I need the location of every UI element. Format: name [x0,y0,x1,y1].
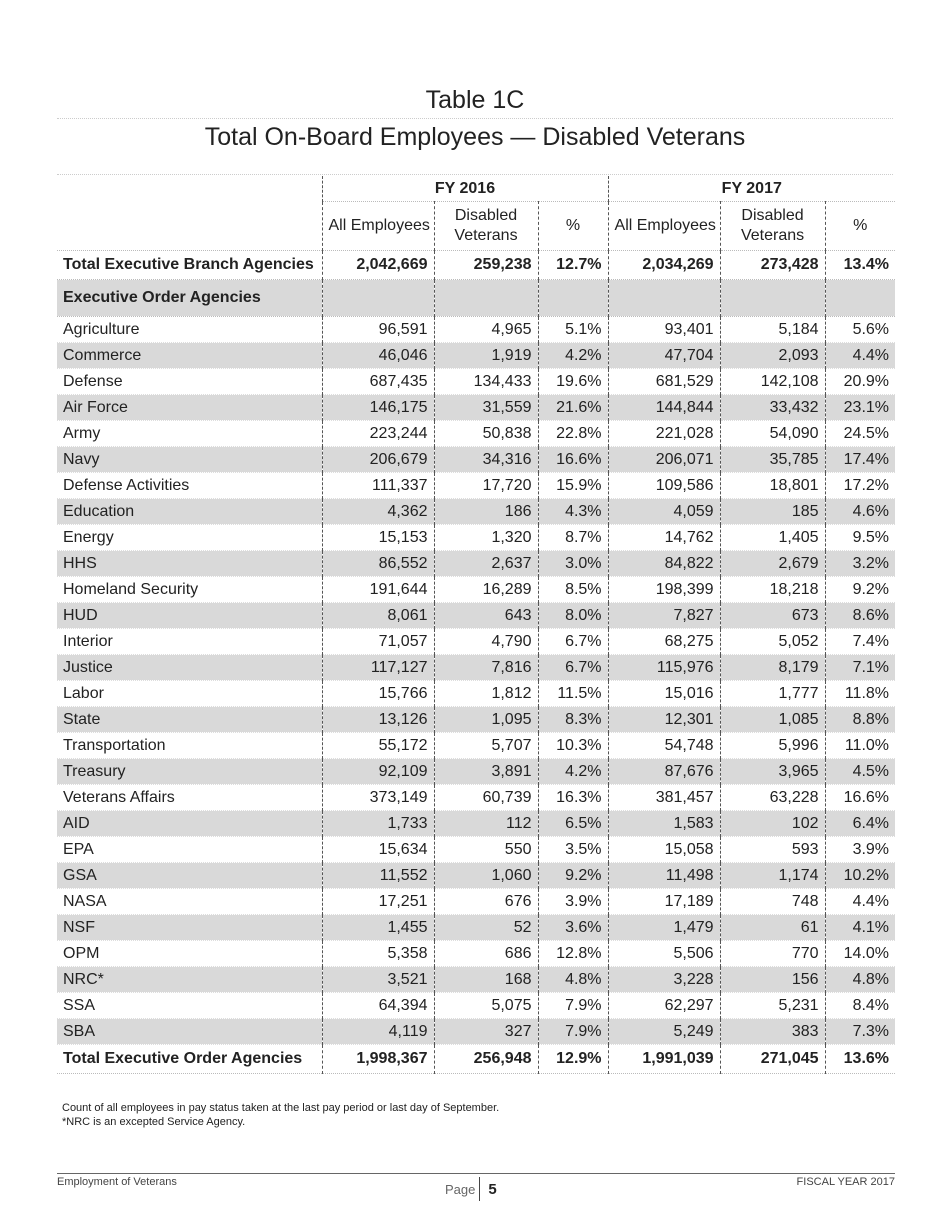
cell: 673 [720,603,825,629]
cell: 17,189 [608,889,720,915]
cell: 1,583 [608,811,720,837]
cell: 24.5% [825,421,895,447]
cell: 4,059 [608,499,720,525]
cell: 16,289 [434,577,538,603]
cell: 11.8% [825,681,895,707]
agency-name: NSF [57,915,322,941]
cell: 381,457 [608,785,720,811]
cell: 15,634 [322,837,434,863]
agency-name: Education [57,499,322,525]
cell: 221,028 [608,421,720,447]
agency-name: Defense Activities [57,473,322,499]
cell: 14,762 [608,525,720,551]
fy2017-header: FY 2017 [608,176,895,202]
cell: 5,249 [608,1019,720,1045]
cell: 1,479 [608,915,720,941]
agency-name: AID [57,811,322,837]
cell: 7.9% [538,1019,608,1045]
cell: 142,108 [720,369,825,395]
cell: 12.9% [538,1045,608,1074]
total-executive-order-row [57,1045,895,1074]
cell: 4,362 [322,499,434,525]
cell: 6.7% [538,655,608,681]
cell: 686 [434,941,538,967]
cell: 748 [720,889,825,915]
footnote-nrc: *NRC is an excepted Service Agency. [62,1116,246,1128]
cell [322,280,434,317]
table-row [57,551,895,577]
cell: 146,175 [322,395,434,421]
cell: 4,965 [434,317,538,343]
total-branch-row [57,251,895,280]
agency-name: OPM [57,941,322,967]
footer-document-name: Employment of Veterans [57,1176,177,1188]
agency-name: NASA [57,889,322,915]
agency-name: Navy [57,447,322,473]
table-row [57,499,895,525]
cell: 18,801 [720,473,825,499]
cell: 64,394 [322,993,434,1019]
cell: 770 [720,941,825,967]
table-row [57,343,895,369]
cell: 60,739 [434,785,538,811]
table-row [57,603,895,629]
footer-fiscal-year: FISCAL YEAR 2017 [796,1176,895,1188]
agency-name: Commerce [57,343,322,369]
cell: 3,965 [720,759,825,785]
agency-name: NRC* [57,967,322,993]
cell: 92,109 [322,759,434,785]
cell: 21.6% [538,395,608,421]
cell: 3.5% [538,837,608,863]
cell: 1,085 [720,707,825,733]
fy2016-header: FY 2016 [322,176,608,202]
cell: 1,812 [434,681,538,707]
column-header-row [57,202,895,251]
table-row [57,629,895,655]
cell: 12.8% [538,941,608,967]
table-row [57,863,895,889]
cell: 5,358 [322,941,434,967]
cell: 13,126 [322,707,434,733]
cell: 6.7% [538,629,608,655]
row-label: Total Executive Branch Agencies [57,251,322,280]
cell: 96,591 [322,317,434,343]
cell: 17,720 [434,473,538,499]
cell: 4.5% [825,759,895,785]
cell: 12,301 [608,707,720,733]
table-row [57,707,895,733]
agency-name: Homeland Security [57,577,322,603]
cell: 5.1% [538,317,608,343]
table-row [57,421,895,447]
cell: 2,042,669 [322,251,434,280]
cell: 2,034,269 [608,251,720,280]
agency-name: Veterans Affairs [57,785,322,811]
cell: 5.6% [825,317,895,343]
cell: 8.6% [825,603,895,629]
cell: 8.5% [538,577,608,603]
cell: 7,816 [434,655,538,681]
cell: 271,045 [720,1045,825,1074]
footnotes [62,1101,499,1129]
table-row [57,395,895,421]
agency-name: State [57,707,322,733]
cell: 17,251 [322,889,434,915]
table-row [57,655,895,681]
cell: 191,644 [322,577,434,603]
cell: 4.8% [825,967,895,993]
table-row [57,837,895,863]
table-row [57,473,895,499]
cell: 35,785 [720,447,825,473]
agency-name: SSA [57,993,322,1019]
cell: 71,057 [322,629,434,655]
cell: 4.1% [825,915,895,941]
cell: 8,179 [720,655,825,681]
cell: 144,844 [608,395,720,421]
cell: 383 [720,1019,825,1045]
table-number: Table 1C [425,86,525,114]
cell: 1,060 [434,863,538,889]
cell: 33,432 [720,395,825,421]
empty-header-cell [57,176,322,202]
cell: 54,090 [720,421,825,447]
cell: 9.5% [825,525,895,551]
cell: 112 [434,811,538,837]
cell: 50,838 [434,421,538,447]
cell: 676 [434,889,538,915]
table-row [57,681,895,707]
agency-name: SBA [57,1019,322,1045]
cell: 22.8% [538,421,608,447]
table-row [57,369,895,395]
cell [434,280,538,317]
footer-divider [57,1173,895,1174]
cell: 5,184 [720,317,825,343]
cell: 3.6% [538,915,608,941]
agency-name: Agriculture [57,317,322,343]
cell: 687,435 [322,369,434,395]
table-row [57,577,895,603]
cell: 273,428 [720,251,825,280]
cell: 16.6% [538,447,608,473]
table-row [57,993,895,1019]
cell: 5,996 [720,733,825,759]
cell: 109,586 [608,473,720,499]
cell: 168 [434,967,538,993]
fy2016-percent-header: % [538,202,608,251]
title-divider [57,118,893,119]
cell: 55,172 [322,733,434,759]
section-label: Executive Order Agencies [57,280,322,317]
cell: 15,016 [608,681,720,707]
cell: 11.0% [825,733,895,759]
table-title-block [0,84,950,175]
agency-name: Interior [57,629,322,655]
cell: 156 [720,967,825,993]
cell: 10.3% [538,733,608,759]
cell: 4.6% [825,499,895,525]
cell [608,280,720,317]
cell: 327 [434,1019,538,1045]
cell: 5,052 [720,629,825,655]
cell: 52 [434,915,538,941]
cell: 3.2% [825,551,895,577]
cell: 84,822 [608,551,720,577]
agency-name: Air Force [57,395,322,421]
agency-name: Army [57,421,322,447]
agency-name: Defense [57,369,322,395]
cell: 87,676 [608,759,720,785]
cell: 4.3% [538,499,608,525]
cell: 18,218 [720,577,825,603]
cell: 4.2% [538,759,608,785]
table-row [57,967,895,993]
cell: 68,275 [608,629,720,655]
cell: 1,455 [322,915,434,941]
cell: 3.9% [825,837,895,863]
cell: 1,991,039 [608,1045,720,1074]
table-row [57,785,895,811]
cell: 117,127 [322,655,434,681]
agency-name: Treasury [57,759,322,785]
cell: 4.4% [825,889,895,915]
cell: 15,058 [608,837,720,863]
cell: 17.4% [825,447,895,473]
cell: 373,149 [322,785,434,811]
cell: 102 [720,811,825,837]
cell: 5,506 [608,941,720,967]
cell: 7,827 [608,603,720,629]
cell: 47,704 [608,343,720,369]
cell: 1,320 [434,525,538,551]
agency-name: HUD [57,603,322,629]
cell: 23.1% [825,395,895,421]
cell: 4.4% [825,343,895,369]
cell: 206,071 [608,447,720,473]
cell: 4,790 [434,629,538,655]
cell: 61 [720,915,825,941]
cell: 19.6% [538,369,608,395]
cell: 86,552 [322,551,434,577]
cell: 1,733 [322,811,434,837]
cell: 111,337 [322,473,434,499]
cell: 93,401 [608,317,720,343]
table-row [57,317,895,343]
fy2016-all-employees-header: All Employees [322,202,434,251]
cell: 2,093 [720,343,825,369]
cell: 5,075 [434,993,538,1019]
cell: 5,707 [434,733,538,759]
agency-name: Energy [57,525,322,551]
cell: 16.3% [538,785,608,811]
cell: 8.0% [538,603,608,629]
section-header-row [57,280,895,317]
cell: 223,244 [322,421,434,447]
cell: 7.3% [825,1019,895,1045]
cell: 31,559 [434,395,538,421]
cell [538,280,608,317]
cell: 62,297 [608,993,720,1019]
cell: 11.5% [538,681,608,707]
agency-name: EPA [57,837,322,863]
cell: 8.3% [538,707,608,733]
cell: 15,766 [322,681,434,707]
cell: 3,521 [322,967,434,993]
cell: 550 [434,837,538,863]
cell: 1,174 [720,863,825,889]
year-header-row [57,176,895,202]
cell: 15,153 [322,525,434,551]
cell: 2,679 [720,551,825,577]
page-label: Page [445,1181,476,1197]
cell: 1,777 [720,681,825,707]
cell: 8,061 [322,603,434,629]
cell: 8.7% [538,525,608,551]
fy2017-all-employees-header: All Employees [608,202,720,251]
cell: 8.8% [825,707,895,733]
agency-name: HHS [57,551,322,577]
cell: 198,399 [608,577,720,603]
cell: 4.8% [538,967,608,993]
cell: 15.9% [538,473,608,499]
cell: 1,095 [434,707,538,733]
footer-page-indicator [445,1177,497,1205]
cell [825,280,895,317]
cell: 256,948 [434,1045,538,1074]
cell: 16.6% [825,785,895,811]
cell: 2,637 [434,551,538,577]
table-title: Total On-Board Employees — Disabled Veterans [204,123,746,151]
cell: 12.7% [538,251,608,280]
cell: 186 [434,499,538,525]
cell: 11,498 [608,863,720,889]
table-row [57,915,895,941]
row-label: Total Executive Order Agencies [57,1045,322,1074]
cell: 20.9% [825,369,895,395]
cell: 17.2% [825,473,895,499]
empty-header-cell [57,202,322,251]
cell: 681,529 [608,369,720,395]
cell: 9.2% [538,863,608,889]
cell: 3.9% [538,889,608,915]
table-row [57,889,895,915]
fy2017-disabled-veterans-label: Disabled Veterans [740,207,805,244]
cell: 10.2% [825,863,895,889]
cell: 1,405 [720,525,825,551]
cell: 4.2% [538,343,608,369]
cell: 13.6% [825,1045,895,1074]
cell: 185 [720,499,825,525]
cell [720,280,825,317]
agency-name: Labor [57,681,322,707]
agency-name: Transportation [57,733,322,759]
cell: 7.1% [825,655,895,681]
cell: 1,998,367 [322,1045,434,1074]
table-row [57,759,895,785]
cell: 63,228 [720,785,825,811]
cell: 9.2% [825,577,895,603]
cell: 3,228 [608,967,720,993]
fy2017-disabled-veterans-header [720,202,825,251]
table-row [57,733,895,759]
cell: 1,919 [434,343,538,369]
cell: 13.4% [825,251,895,280]
cell: 259,238 [434,251,538,280]
cell: 4,119 [322,1019,434,1045]
fy2017-percent-header: % [825,202,895,251]
fy2016-disabled-veterans-label: Disabled Veterans [454,207,518,244]
cell: 8.4% [825,993,895,1019]
cell: 34,316 [434,447,538,473]
cell: 7.9% [538,993,608,1019]
cell: 5,231 [720,993,825,1019]
cell: 206,679 [322,447,434,473]
table-row [57,811,895,837]
cell: 11,552 [322,863,434,889]
cell: 14.0% [825,941,895,967]
table-row [57,447,895,473]
page-number: 5 [488,1180,497,1198]
cell: 593 [720,837,825,863]
agency-name: GSA [57,863,322,889]
footnote-count: Count of all employees in pay status taken at the last pay period or last day of September. [62,1102,500,1114]
cell: 134,433 [434,369,538,395]
veterans-table [57,176,895,1074]
title-divider-bottom [57,174,893,175]
table-row [57,1019,895,1045]
fy2016-disabled-veterans-header [434,202,538,251]
table-row [57,525,895,551]
cell: 115,976 [608,655,720,681]
cell: 3,891 [434,759,538,785]
cell: 643 [434,603,538,629]
cell: 7.4% [825,629,895,655]
cell: 3.0% [538,551,608,577]
cell: 54,748 [608,733,720,759]
agency-name: Justice [57,655,322,681]
cell: 46,046 [322,343,434,369]
cell: 6.4% [825,811,895,837]
cell: 6.5% [538,811,608,837]
table-row [57,941,895,967]
